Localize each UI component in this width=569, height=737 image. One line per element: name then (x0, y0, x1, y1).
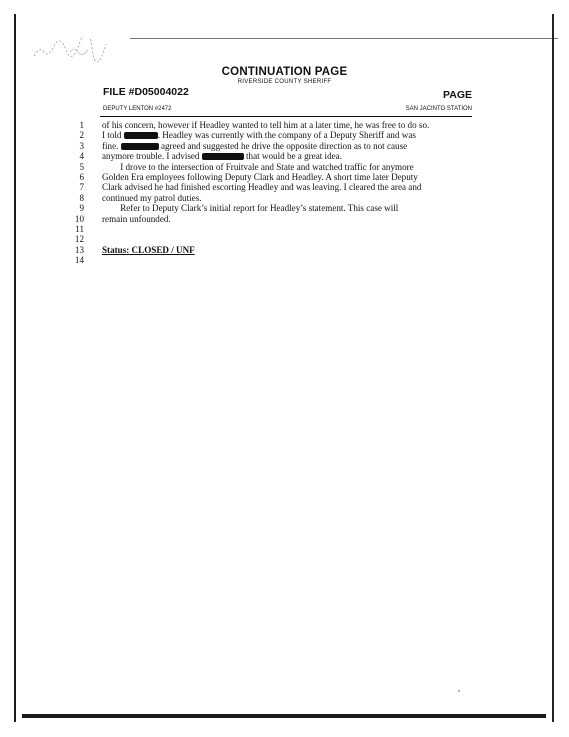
line-text (102, 193, 482, 203)
report-line (62, 245, 482, 255)
line-segment: continued my patrol duties. (102, 192, 202, 203)
line-text (102, 203, 482, 213)
report-line (62, 214, 482, 224)
report-line (62, 203, 482, 213)
line-text (102, 255, 482, 265)
document-subtitle: RIVERSIDE COUNTY SHERIFF (237, 79, 332, 85)
line-segment: remain unfounded. (102, 213, 171, 224)
report-line (62, 234, 482, 244)
line-number: 2 (79, 130, 84, 141)
line-text (102, 214, 482, 224)
line-segment: anymore trouble. I advised (102, 151, 202, 162)
header-rule (100, 116, 472, 117)
line-text (102, 130, 482, 140)
line-segment: agreed and suggested he drive the opposite direction as to not cause (158, 140, 408, 151)
redaction-mark (124, 132, 158, 139)
line-text (102, 172, 482, 182)
report-line (62, 182, 482, 192)
report-line (62, 141, 482, 151)
line-number: 13 (74, 244, 84, 255)
line-segment: I told (102, 130, 124, 141)
line-text (102, 224, 482, 234)
line-segment: . Headley was currently with the company of a Deputy Sheriff and was (157, 130, 416, 141)
redaction-mark (121, 143, 159, 150)
document-title: CONTINUATION PAGE (221, 66, 348, 78)
report-line (62, 255, 482, 265)
line-number: 9 (79, 203, 84, 214)
line-text (102, 162, 482, 172)
report-line (62, 193, 482, 203)
line-segment: fine. (102, 140, 121, 151)
report-line (62, 172, 482, 182)
line-number: 14 (74, 255, 84, 266)
page-border-left (14, 14, 16, 722)
line-text (102, 120, 482, 130)
line-number: 6 (79, 171, 84, 182)
line-segment: Clark advised he had finished escorting Headley and was leaving. I cleared the area and (102, 182, 422, 193)
file-number: FILE #D05004022 (103, 86, 189, 98)
line-number: 3 (79, 140, 84, 151)
page-border-right (552, 14, 554, 722)
line-number: 11 (75, 223, 84, 234)
line-segment: Refer to Deputy Clark’s initial report for Headley’s statement. This case will (102, 203, 399, 214)
deputy-name: DEPUTY LENTON #2472 (103, 106, 172, 112)
line-segment: of his concern, however if Headley wanted to tell him at a later time, he was free to do so. (102, 120, 430, 130)
line-number: 1 (79, 120, 84, 130)
line-number: 8 (79, 192, 84, 203)
line-segment: Golden Era employees following Deputy Clark and Headley. A short time later Deputy (102, 171, 418, 182)
page-border-top (130, 38, 558, 39)
line-text (102, 151, 482, 161)
line-number: 7 (79, 182, 84, 193)
page-label: PAGE (443, 89, 472, 101)
line-segment: I drove to the intersection of Fruitvale and State and watched traffic for anymore (102, 161, 414, 172)
report-line (62, 151, 482, 161)
line-text (102, 182, 482, 192)
line-text (102, 234, 482, 244)
line-number: 5 (79, 161, 84, 172)
line-text (102, 245, 482, 255)
redaction-mark (202, 153, 244, 160)
report-line (62, 130, 482, 140)
line-segment: that would be a great idea. (243, 151, 342, 162)
page-border-bottom (22, 714, 546, 718)
scan-speck (458, 690, 460, 692)
report-line (62, 120, 482, 130)
report-line (62, 162, 482, 172)
line-number: 10 (74, 213, 84, 224)
report-line (62, 224, 482, 234)
line-number: 12 (74, 234, 84, 245)
line-text (102, 141, 482, 151)
line-number: 4 (79, 151, 84, 162)
station-name: SAN JACINTO STATION (405, 106, 472, 112)
report-body (62, 120, 482, 265)
case-status: Status: CLOSED / UNF (102, 244, 195, 255)
handwriting-mark (30, 38, 120, 62)
